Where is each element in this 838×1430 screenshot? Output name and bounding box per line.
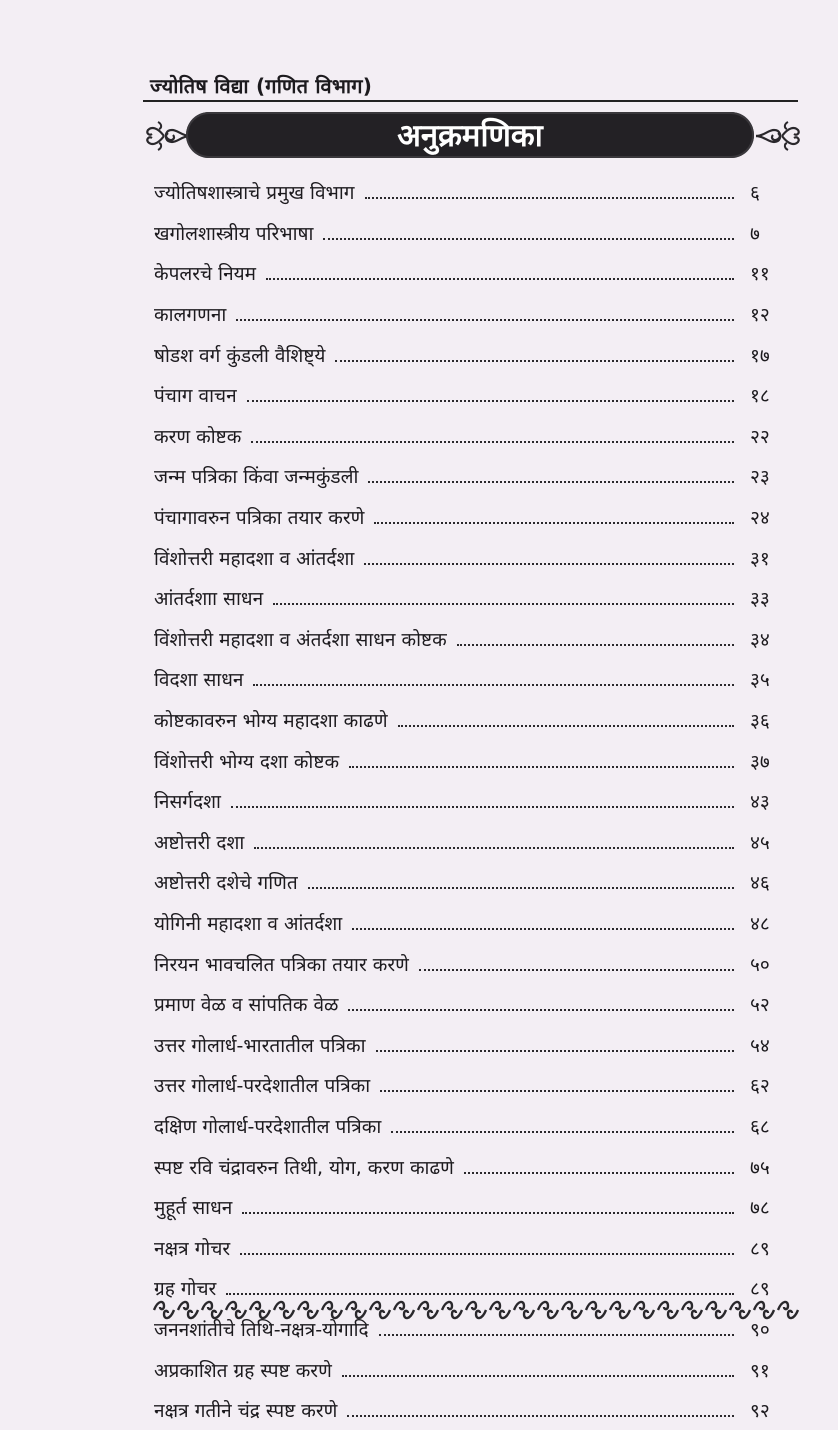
toc-entry-page: ११ <box>750 263 770 286</box>
dot-leader <box>342 1375 734 1377</box>
toc-entry <box>154 822 794 863</box>
dot-leader <box>236 319 734 321</box>
toc-entry-title: दक्षिण गोलार्ध-परदेशातील पत्रिका <box>154 1115 382 1138</box>
toc-entry <box>154 578 794 619</box>
ornament-motif <box>154 1302 174 1318</box>
dot-leader <box>251 441 734 443</box>
toc-entry-title: नक्षत्र गोचर <box>154 1237 231 1260</box>
toc-entry <box>154 903 794 944</box>
ornament-motif <box>634 1302 654 1318</box>
toc-entry-title: उत्तर गोलार्ध-भारतातील पत्रिका <box>154 1034 366 1057</box>
ornament-motif <box>298 1302 318 1318</box>
toc-entry-title: जननशांतीचे तिथि-नक्षत्र-योगादि <box>154 1318 369 1341</box>
dot-leader <box>398 725 734 727</box>
ornament-motif <box>250 1302 270 1318</box>
ornamental-border <box>152 1296 800 1324</box>
ornament-motif <box>658 1302 678 1318</box>
toc-entry-page: ७८ <box>750 1197 770 1220</box>
ornament-motif <box>418 1302 438 1318</box>
toc-entry <box>154 172 794 213</box>
toc-entry <box>154 1146 794 1187</box>
toc-entry-page: ५२ <box>750 994 770 1017</box>
toc-entry-title: निसर्गदशा <box>154 791 221 814</box>
dot-leader <box>379 1334 734 1336</box>
toc-entry-title: निरयन भावचलित पत्रिका तयार करणे <box>154 953 409 976</box>
toc-entry-title: विंशोत्तरी भोग्य दशा कोष्टक <box>154 750 340 773</box>
dot-leader <box>374 522 734 524</box>
toc-entry-title: विदशा साधन <box>154 669 244 692</box>
dot-leader <box>323 238 734 240</box>
toc-entry-title: केपलरचे नियम <box>154 263 256 286</box>
toc-entry-title: आंतर्दशाा साधन <box>154 588 264 611</box>
ornament-motif <box>490 1302 510 1318</box>
toc-entry-page: ७५ <box>750 1156 770 1179</box>
toc-entry <box>154 1065 794 1106</box>
toc-entry-page: २४ <box>750 507 770 530</box>
toc-entry-title: करण कोष्टक <box>154 425 242 448</box>
toc-entry-title: स्पष्ट रवि चंद्रावरुन तिथी, योग, करण काढणे <box>154 1156 454 1179</box>
dot-leader <box>368 481 734 483</box>
ornament-motif <box>370 1302 390 1318</box>
toc-entry-page: ३७ <box>750 750 770 773</box>
toc-entry <box>154 984 794 1025</box>
toc-entry <box>154 1106 794 1147</box>
toc-entry-page: ७ <box>750 222 760 245</box>
toc-entry <box>154 1187 794 1228</box>
toc-entry-title: कोष्टकावरुन भोग्य महादशा काढणे <box>154 710 388 733</box>
ornament-motif <box>538 1302 558 1318</box>
toc-entry-page: ३१ <box>750 547 770 570</box>
dot-leader <box>365 197 734 199</box>
dot-leader <box>308 887 734 889</box>
toc-entry <box>154 862 794 903</box>
toc-entry-title: ज्योतिषशास्त्राचे प्रमुख विभाग <box>154 182 355 205</box>
header-rule <box>143 100 798 102</box>
ornament-motif <box>274 1302 294 1318</box>
toc-entry <box>154 1390 794 1430</box>
toc-entry-page: ६ <box>750 182 760 205</box>
dot-leader <box>273 603 734 605</box>
ornament-motif <box>178 1302 198 1318</box>
toc-entry-title: अष्टोत्तरी दशा <box>154 831 245 854</box>
ornament-motif <box>682 1302 702 1318</box>
toc-entry-title: पंचाग वाचन <box>154 385 237 408</box>
page-title: अनुक्रमणिका <box>397 118 543 154</box>
dot-leader <box>335 360 734 362</box>
toc-entry-title: प्रमाण वेळ व सांपतिक वेळ <box>154 994 339 1017</box>
toc-entry-page: ८९ <box>750 1237 770 1260</box>
toc-entry-page: ३६ <box>750 710 770 733</box>
toc-entry-page: १२ <box>750 304 770 327</box>
toc-entry-page: २२ <box>750 425 770 448</box>
ornament-motif <box>394 1302 414 1318</box>
right-flourish-icon <box>754 114 802 158</box>
ornament-motif <box>322 1302 342 1318</box>
toc-entry-title: पंचागावरुन पत्रिका तयार करणे <box>154 507 365 530</box>
dot-leader <box>457 644 734 646</box>
title-banner <box>186 112 754 158</box>
running-header: ज्योतिष विद्या (गणित विभाग) <box>150 74 373 98</box>
toc-entry-page: ६८ <box>750 1115 770 1138</box>
toc-entry-page: ३५ <box>750 669 770 692</box>
ornament-motif <box>706 1302 726 1318</box>
toc-entry-page: ९२ <box>750 1400 770 1423</box>
toc-entry <box>154 619 794 660</box>
toc-entry <box>154 497 794 538</box>
dot-leader <box>347 1415 734 1417</box>
toc-entry <box>154 1227 794 1268</box>
ornament-motif <box>778 1302 798 1318</box>
ornament-motif <box>226 1302 246 1318</box>
toc-entry-title: योगिनी महादशा व आंतर्दशा <box>154 912 343 935</box>
dot-leader <box>364 563 734 565</box>
toc-entry <box>154 456 794 497</box>
toc-entry-page: ८९ <box>750 1278 770 1301</box>
toc-entry <box>154 294 794 335</box>
toc-entry-title: खगोलशास्त्रीय परिभाषा <box>154 222 314 245</box>
toc-entry <box>154 1349 794 1390</box>
ornament-motif <box>202 1302 222 1318</box>
dot-leader <box>266 278 734 280</box>
toc-entry <box>154 659 794 700</box>
toc-entry <box>154 334 794 375</box>
toc-entry <box>154 700 794 741</box>
ornament-motif <box>442 1302 462 1318</box>
toc-entry-title: ग्रह गोचर <box>154 1278 217 1301</box>
dot-leader <box>464 1172 734 1174</box>
toc-entry <box>154 1024 794 1065</box>
dot-leader <box>242 1212 734 1214</box>
toc-entry-page: ५० <box>750 953 770 976</box>
toc-entry-title: षोडश वर्ग कुंडली वैशिष्ट्ये <box>154 344 326 367</box>
toc-entry <box>154 781 794 822</box>
toc-entry-page: २३ <box>750 466 770 489</box>
toc-entry-title: कालगणना <box>154 304 227 327</box>
toc-entry-page: ४६ <box>750 872 770 895</box>
toc-entry-title: उत्तर गोलार्ध-परदेशातील पत्रिका <box>154 1075 371 1098</box>
table-of-contents <box>154 172 794 1430</box>
toc-entry-page: ६२ <box>750 1075 770 1098</box>
toc-entry-title: विंशोत्तरी महादशा व आंतर्दशा <box>154 547 355 570</box>
toc-entry-page: ९१ <box>750 1359 770 1382</box>
toc-entry-page: ५४ <box>750 1034 770 1057</box>
toc-entry-title: अप्रकाशित ग्रह स्पष्ट करणे <box>154 1359 332 1382</box>
toc-entry-page: १७ <box>750 344 770 367</box>
toc-entry-title: नक्षत्र गतीने चंद्र स्पष्ट करणे <box>154 1400 338 1423</box>
ornament-motif <box>466 1302 486 1318</box>
toc-entry-page: ३४ <box>750 628 770 651</box>
ornament-motif <box>562 1302 582 1318</box>
dot-leader <box>349 766 734 768</box>
ornament-motif <box>586 1302 606 1318</box>
ornament-motif <box>754 1302 774 1318</box>
toc-entry-title: जन्म पत्रिका किंवा जन्मकुंडली <box>154 466 359 489</box>
toc-entry-page: ४८ <box>750 912 770 935</box>
toc-entry <box>154 375 794 416</box>
left-flourish-icon <box>144 114 192 158</box>
toc-entry <box>154 416 794 457</box>
toc-entry-page: १८ <box>750 385 770 408</box>
dot-leader <box>254 847 734 849</box>
toc-entry-page: ३३ <box>750 588 770 611</box>
dot-leader <box>247 400 734 402</box>
ornament-motif <box>730 1302 750 1318</box>
toc-entry-page: ४५ <box>750 831 770 854</box>
toc-entry <box>154 213 794 254</box>
dot-leader <box>348 1009 734 1011</box>
toc-entry <box>154 253 794 294</box>
toc-entry <box>154 740 794 781</box>
dot-leader <box>380 1090 734 1092</box>
dot-leader <box>352 928 734 930</box>
dot-leader <box>419 969 734 971</box>
toc-entry-title: अष्टोत्तरी दशेचे गणित <box>154 872 298 895</box>
ornament-motif <box>610 1302 630 1318</box>
ornament-motif <box>514 1302 534 1318</box>
toc-entry-title: विंशोत्तरी महादशा व अंतर्दशा साधन कोष्टक <box>154 628 447 651</box>
toc-entry-title: मुहूर्त साधन <box>154 1197 233 1220</box>
toc-entry <box>154 537 794 578</box>
dot-leader <box>376 1050 734 1052</box>
ornament-motif <box>346 1302 366 1318</box>
dot-leader <box>240 1253 734 1255</box>
toc-entry-page: ९० <box>750 1318 770 1341</box>
dot-leader <box>391 1131 734 1133</box>
dot-leader <box>231 806 734 808</box>
dot-leader <box>253 684 734 686</box>
toc-entry-page: ४३ <box>750 791 770 814</box>
toc-entry <box>154 943 794 984</box>
